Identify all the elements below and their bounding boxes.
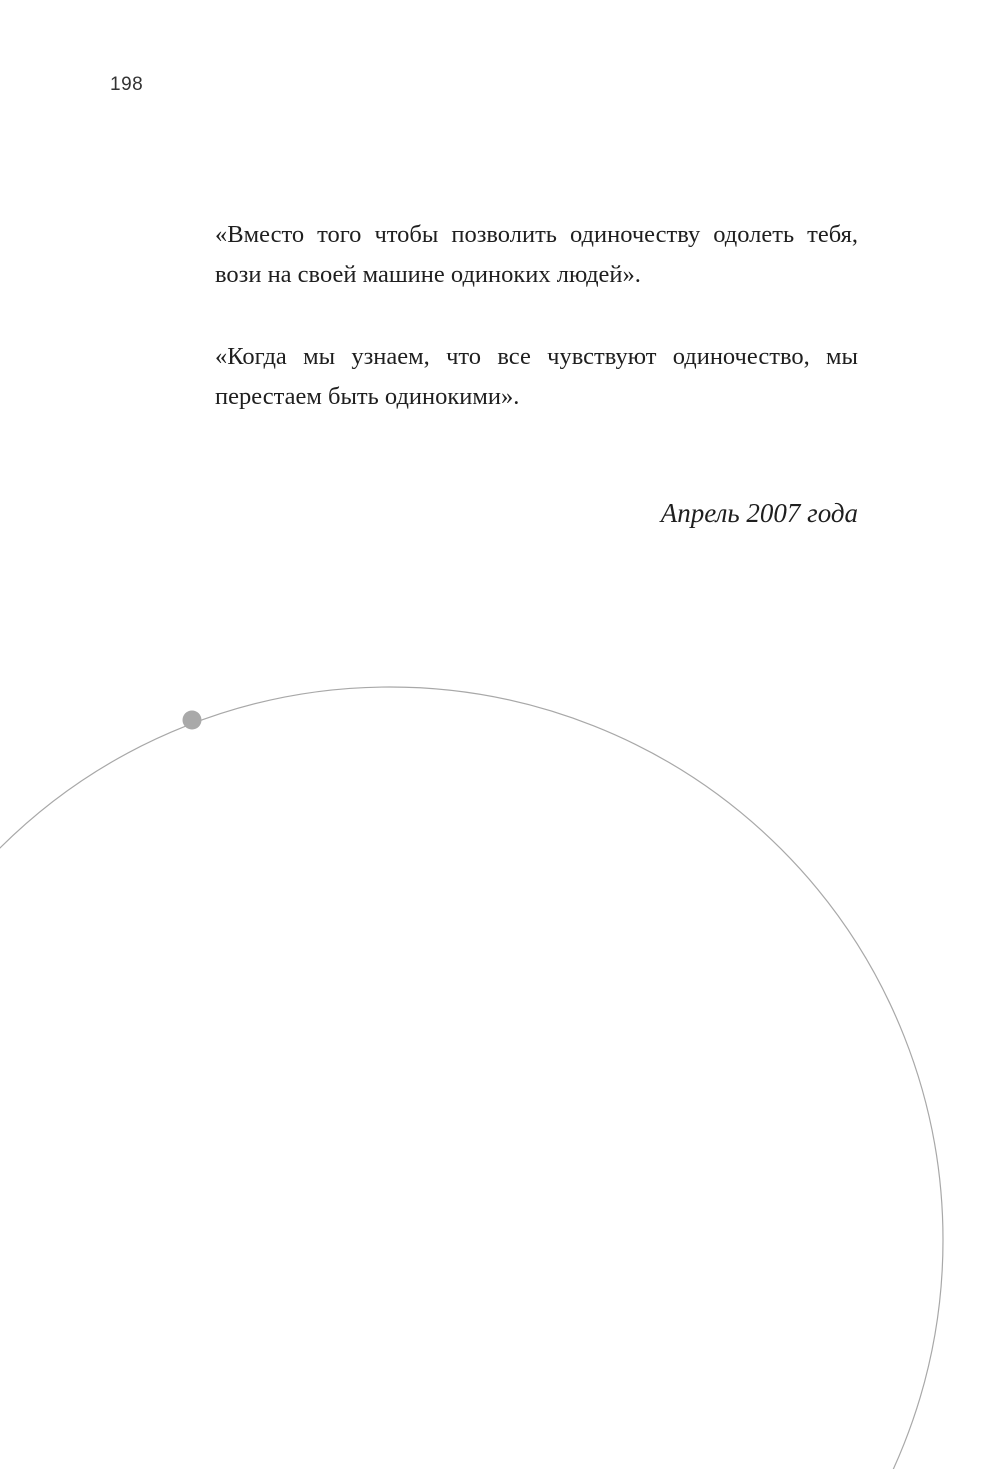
quote-2: «Когда мы узнаем, что все чувствуют одиночество, мы перестаем быть одинокими». <box>215 343 858 410</box>
date-signature: Апрель 2007 года <box>660 498 858 528</box>
orbit-dot <box>183 711 202 730</box>
page-number: 198 <box>110 74 144 95</box>
quote-1: «Вместо того чтобы позволить одиночеству одолеть тебя, вози на своей машине одиноких людей». <box>215 221 858 288</box>
orbit-circle <box>0 687 943 1469</box>
main-text <box>215 215 858 533</box>
